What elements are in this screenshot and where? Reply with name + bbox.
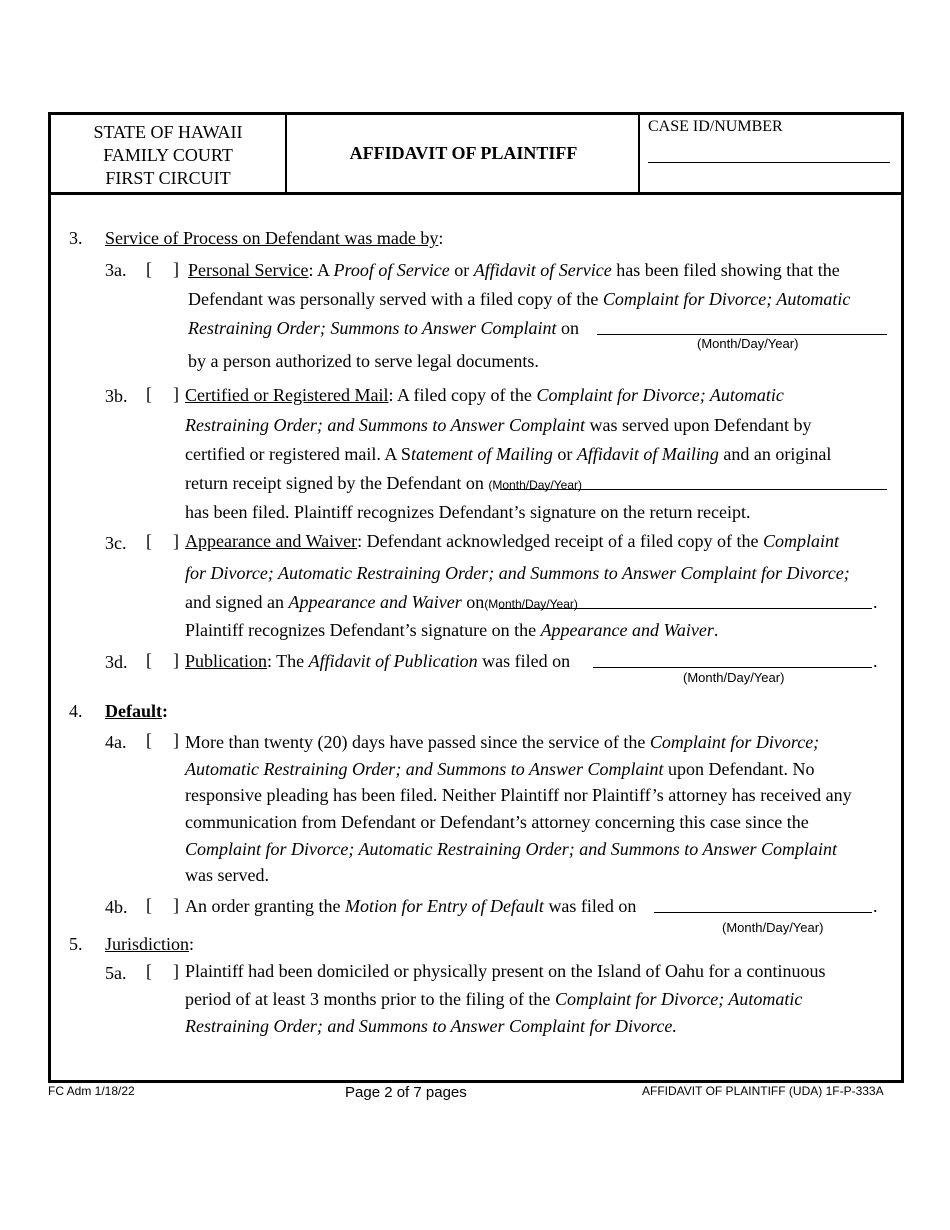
item-4b-line-1: An order granting the Motion for Entry of Default was filed on <box>185 896 637 916</box>
date-field-3a[interactable] <box>597 334 887 335</box>
item-3c-line-3: and signed an Appearance and Waiver on(Month/Day/Year) <box>185 592 578 612</box>
item-3a-line-1: Personal Service: A Proof of Service or Affidavit of Service has been filed showing that the <box>188 260 840 280</box>
item-5a-number: 5a. <box>105 963 127 983</box>
checkbox-3b-close[interactable]: ] <box>173 384 179 404</box>
item-4a-line-1: More than twenty (20) days have passed since the service of the Complaint for Divorce; <box>185 732 820 752</box>
item-3d-period: . <box>873 651 878 671</box>
date-caption-3a: (Month/Day/Year) <box>697 336 799 351</box>
item-3a-line-4: by a person authorized to serve legal documents. <box>188 351 539 371</box>
checkbox-3d-open[interactable]: [ <box>146 650 152 670</box>
item-5a-line-1: Plaintiff had been domiciled or physically present on the Island of Oahu for a continuous <box>185 961 826 981</box>
checkbox-3d-close[interactable]: ] <box>173 650 179 670</box>
court-state: STATE OF HAWAII <box>93 122 243 142</box>
checkbox-3a-open[interactable]: [ <box>146 259 152 279</box>
item-3c-line-1: Appearance and Waiver: Defendant acknowledged receipt of a filed copy of the Complaint <box>185 531 839 551</box>
section-3-number: 3. <box>69 228 83 248</box>
item-3b-number: 3b. <box>105 386 128 406</box>
checkbox-3b-open[interactable]: [ <box>146 384 152 404</box>
item-4a-number: 4a. <box>105 732 127 752</box>
case-id-box <box>640 115 901 192</box>
section-5-heading: Jurisdiction: <box>105 934 195 954</box>
date-field-3b[interactable] <box>500 489 887 490</box>
item-3c-line-4: Plaintiff recognizes Defendant’s signature on the Appearance and Waiver. <box>185 620 719 640</box>
checkbox-5a-open[interactable]: [ <box>146 961 152 981</box>
date-caption-3b: (Month/Day/Year) <box>488 478 582 492</box>
item-3b-line-2: Restraining Order; and Summons to Answer Complaint was served upon Defendant by <box>185 415 812 435</box>
court-info <box>51 115 287 192</box>
date-field-3c[interactable] <box>499 608 872 609</box>
item-3a-line-3: Restraining Order; Summons to Answer Complaint on <box>188 318 580 338</box>
date-caption-4b: (Month/Day/Year) <box>722 920 824 935</box>
checkbox-4b-close[interactable]: ] <box>173 895 179 915</box>
item-3b-line-4: return receipt signed by the Defendant on (Month/Day/Year) <box>185 473 582 493</box>
footer-form-date: FC Adm 1/18/22 <box>48 1084 135 1098</box>
item-3c-number: 3c. <box>105 533 127 553</box>
date-caption-3d: (Month/Day/Year) <box>683 670 785 685</box>
section-5-number: 5. <box>69 934 83 954</box>
item-3d-number: 3d. <box>105 652 128 672</box>
checkbox-4a-close[interactable]: ] <box>173 730 179 750</box>
item-3a-number: 3a. <box>105 260 127 280</box>
item-4a-line-6: was served. <box>185 865 269 885</box>
item-3d-line-1: Publication: The Affidavit of Publication was filed on <box>185 651 571 671</box>
item-3c-line-2: for Divorce; Automatic Restraining Order; and Summons to Answer Complaint for Divorce; <box>185 563 850 583</box>
checkbox-4b-open[interactable]: [ <box>146 895 152 915</box>
item-3a-line-2: Defendant was personally served with a filed copy of the Complaint for Divorce; Automatic <box>188 289 851 309</box>
item-4a-line-5: Complaint for Divorce; Automatic Restraining Order; and Summons to Answer Complaint <box>185 839 837 859</box>
checkbox-3c-open[interactable]: [ <box>146 531 152 551</box>
form-title: AFFIDAVIT OF PLAINTIFF <box>289 115 640 192</box>
checkbox-3a-close[interactable]: ] <box>173 259 179 279</box>
item-3b-line-3: certified or registered mail. A Statement of Mailing or Affidavit of Mailing and an original <box>185 444 832 464</box>
case-id-input-line[interactable] <box>648 162 890 163</box>
checkbox-3c-close[interactable]: ] <box>173 531 179 551</box>
item-4a-line-2: Automatic Restraining Order; and Summons to Answer Complaint upon Defendant. No <box>185 759 815 779</box>
item-3c-period: . <box>873 592 878 612</box>
case-id-label: CASE ID/NUMBER <box>648 118 783 135</box>
item-3b-line-5: has been filed. Plaintiff recognizes Defendant’s signature on the return receipt. <box>185 502 751 522</box>
section-4-number: 4. <box>69 701 83 721</box>
court-name: FAMILY COURT <box>103 145 233 165</box>
item-4a-line-3: responsive pleading has been filed. Neither Plaintiff nor Plaintiff’s attorney has received any <box>185 785 852 805</box>
item-4b-period: . <box>873 896 878 916</box>
date-caption-3c: (Month/Day/Year) <box>484 597 578 611</box>
footer-form-id: AFFIDAVIT OF PLAINTIFF (UDA) 1F-P-333A <box>642 1084 884 1098</box>
section-3-heading: Service of Process on Defendant was made by: <box>105 228 444 248</box>
item-5a-line-2: period of at least 3 months prior to the filing of the Complaint for Divorce; Automatic <box>185 989 803 1009</box>
checkbox-5a-close[interactable]: ] <box>173 961 179 981</box>
form-header <box>51 115 901 195</box>
court-circuit: FIRST CIRCUIT <box>105 168 231 188</box>
section-4-heading: Default: <box>105 701 168 721</box>
item-4a-line-4: communication from Defendant or Defendant’s attorney concerning this case since the <box>185 812 809 832</box>
footer-page-number: Page 2 of 7 pages <box>345 1084 467 1101</box>
item-4b-number: 4b. <box>105 897 128 917</box>
date-field-4b[interactable] <box>654 912 872 913</box>
item-5a-line-3: Restraining Order; and Summons to Answer Complaint for Divorce. <box>185 1016 677 1036</box>
checkbox-4a-open[interactable]: [ <box>146 730 152 750</box>
item-3b-line-1: Certified or Registered Mail: A filed copy of the Complaint for Divorce; Automatic <box>185 385 784 405</box>
date-field-3d[interactable] <box>593 667 872 668</box>
